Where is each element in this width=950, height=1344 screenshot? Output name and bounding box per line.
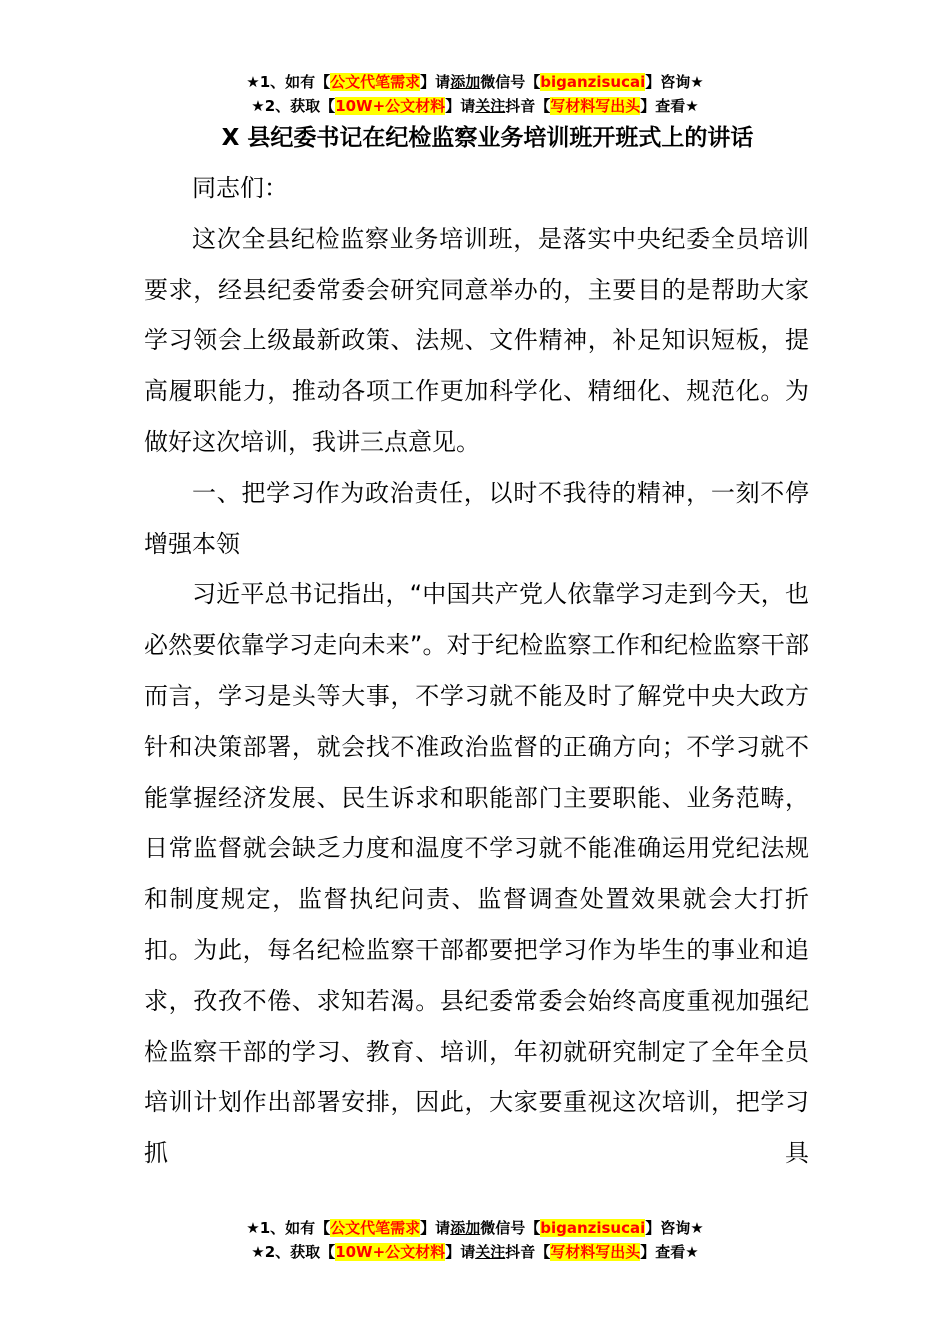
banner-line-2 — [0, 1240, 950, 1264]
banner-text: 】请 — [420, 73, 451, 91]
banner-text: 抖音【 — [505, 97, 551, 115]
banner-text: ★2、获取【 — [251, 97, 336, 115]
banner-underline: 关注 — [475, 97, 506, 115]
banner-text: ★1、如有【 — [246, 73, 331, 91]
footer-banner — [0, 1216, 950, 1264]
banner-highlight: 公文代笔需求 — [330, 1219, 421, 1237]
banner-text: 】请 — [445, 1243, 476, 1261]
banner-text: 】请 — [420, 1219, 451, 1237]
banner-highlight: 写材料写出头 — [550, 97, 641, 115]
banner-highlight: 10W+公文材料 — [335, 1243, 446, 1261]
banner-highlight: 写材料写出头 — [550, 1243, 641, 1261]
section-heading: 一、把学习作为政治责任，以时不我待的精神，一刻不停增强本领 — [144, 478, 809, 558]
banner-line-1 — [0, 70, 950, 94]
banner-text: ★2、获取【 — [251, 1243, 336, 1261]
banner-text: 】咨询★ — [645, 73, 704, 91]
banner-text: 微信号【 — [480, 1219, 541, 1237]
paragraph: 这次全县纪检监察业务培训班，是落实中央纪委全员培训要求，经县纪委常委会研究同意举办的，主要目的是帮助大家学习领会上级最新政策、法规、文件精神，补足知识短板，提高履职能力，推动各项工作更加科学化、精细化、规范化。为做好这次培训，我讲三点意见。 — [144, 224, 809, 456]
document-title: X 县纪委书记在纪检监察业务培训班开班式上的讲话 — [221, 125, 754, 151]
paragraph: 习近平总书记指出，“中国共产党人依靠学习走到今天，也必然要依靠学习走向未来”。对于纪检监察工作和纪检监察干部而言，学习是头等大事，不学习就不能及时了解党中央大政方针和决策部署，就会找不准政治监督的正确方向；不学习就不能掌握经济发展、民生诉求和职能部门主要职能、业务范畴，日常监督就会缺乏力度和温度不学习就不能准确运用党纪法规和制度规定，监督执纪问责、监督调查处置效果就会大打折扣。为此，每名纪检监察干部都要把学习作为毕生的事业和追求，孜孜不倦、求知若渴。县纪委常委会始终高度重视加强纪检监察干部的学习、教育、培训，年初就研究制定了全年全员培训计划作出部署安排，因此，大家要重视这次培训，把学习抓具 — [144, 580, 809, 1168]
banner-highlight: biganzisucai — [540, 1219, 646, 1237]
banner-text: 】查看★ — [640, 1243, 699, 1261]
banner-text: 】咨询★ — [645, 1219, 704, 1237]
greeting: 同志们： — [192, 174, 288, 202]
banner-text: 】请 — [445, 97, 476, 115]
document-body — [144, 163, 809, 1179]
header-banner — [0, 70, 950, 118]
banner-line-2 — [0, 94, 950, 118]
banner-text: 】查看★ — [640, 97, 699, 115]
banner-highlight: biganzisucai — [540, 73, 646, 91]
banner-highlight: 10W+公文材料 — [335, 97, 446, 115]
banner-text: 抖音【 — [505, 1243, 551, 1261]
banner-text: ★1、如有【 — [246, 1219, 331, 1237]
banner-underline: 添加 — [450, 1219, 481, 1237]
banner-line-1 — [0, 1216, 950, 1240]
banner-text: 微信号【 — [480, 73, 541, 91]
banner-highlight: 公文代笔需求 — [330, 73, 421, 91]
banner-underline: 添加 — [450, 73, 481, 91]
banner-underline: 关注 — [475, 1243, 506, 1261]
